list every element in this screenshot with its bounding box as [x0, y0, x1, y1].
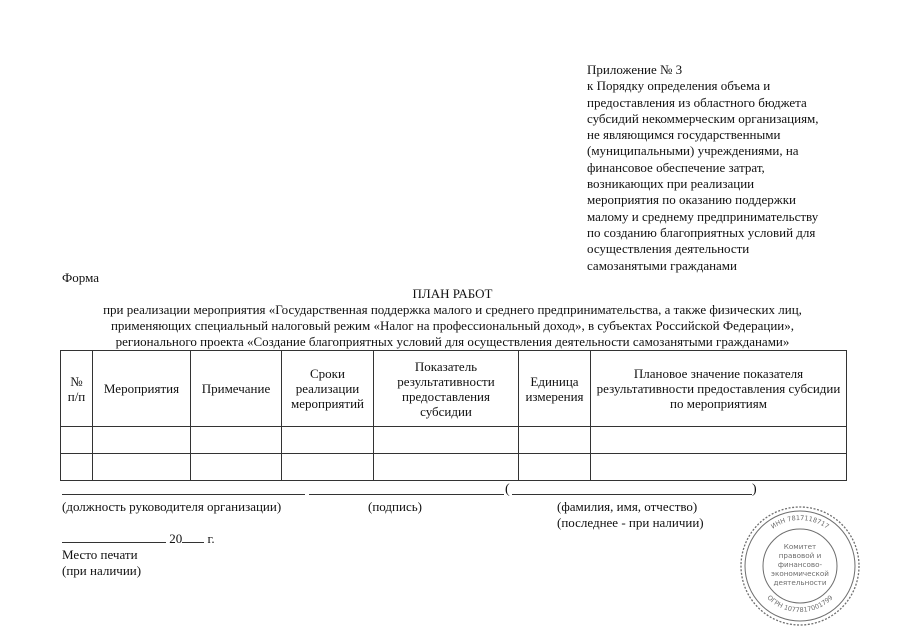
header-unit: Единица измерения — [519, 351, 591, 427]
table-cell — [374, 427, 519, 454]
date-field — [62, 531, 215, 547]
year-prefix: 20 — [169, 531, 183, 546]
appendix-block — [587, 62, 857, 274]
table-cell — [591, 454, 847, 481]
header-planned-value: Плановое значение показателя результативности предоставления субсидии по мероприятиям — [591, 351, 847, 427]
header-indicator: Показатель результативности предоставления субсидии — [374, 351, 519, 427]
date-blank — [62, 531, 166, 543]
year-suffix: г. — [207, 531, 215, 546]
table-cell — [61, 427, 93, 454]
position-signature-line — [62, 494, 305, 495]
title-line: при реализации мероприятия «Государственная поддержка малого и среднего предпринимательства, а также физических лиц, — [103, 302, 802, 317]
table-row — [61, 454, 847, 481]
seal-ogrn: ОГРН 1077817001799 — [765, 593, 835, 615]
table-cell — [282, 427, 374, 454]
year-blank — [182, 531, 204, 543]
appendix-line: к Порядку определения объема и — [587, 78, 771, 94]
appendix-line: осуществления деятельности — [587, 241, 750, 257]
stamp-place-label: Место печати — [62, 547, 138, 562]
title-line: регионального проекта «Создание благоприятных условий для осуществления деятельности самозанятыми гражданами» — [115, 334, 790, 349]
seal-text-line: Комитет — [783, 542, 817, 551]
paren-open: ( — [505, 482, 510, 497]
appendix-line: малому и среднему предпринимательству — [587, 208, 819, 224]
full-name-line — [512, 494, 752, 495]
table-cell — [282, 454, 374, 481]
seal-text-line: экономической — [771, 569, 829, 578]
header-note: Примечание — [191, 351, 282, 427]
appendix-line: не являющимся государственными — [587, 127, 781, 143]
full-name-label: (фамилия, имя, отчество) — [557, 499, 698, 514]
table-cell — [519, 454, 591, 481]
table-cell — [93, 427, 191, 454]
full-name-note: (последнее - при наличии) — [557, 515, 704, 530]
seal-text-line: правовой и — [778, 551, 822, 560]
appendix-line: самозанятыми гражданами — [587, 257, 737, 273]
appendix-line: возникающих при реализации — [587, 176, 755, 192]
appendix-line: предоставления из областного бюджета — [587, 94, 807, 110]
title-line: применяющих специальный налоговый режим «Налог на профессиональный доход», в субъектах Российской Федерации», — [110, 318, 795, 333]
table-cell — [374, 454, 519, 481]
appendix-line: (муниципальными) учреждениями, на — [587, 143, 799, 159]
header-number: № п/п — [61, 351, 93, 427]
table-cell — [519, 427, 591, 454]
signature-label: (подпись) — [368, 499, 422, 514]
stamp-place-note: (при наличии) — [62, 563, 142, 578]
table-cell — [61, 454, 93, 481]
header-activities: Мероприятия — [93, 351, 191, 427]
paren-close: ) — [752, 482, 757, 497]
appendix-line: по созданию благоприятных условий для — [587, 224, 816, 240]
signature-line — [309, 494, 504, 495]
table-header-row — [61, 351, 847, 427]
appendix-line: Приложение № 3 — [587, 62, 683, 77]
appendix-line: мероприятия по оказанию поддержки — [587, 192, 796, 208]
seal-text-line: деятельности — [773, 578, 827, 587]
appendix-line: субсидий некоммерческим организациям, — [587, 110, 819, 126]
table-cell — [93, 454, 191, 481]
table-cell — [591, 427, 847, 454]
title-heading: ПЛАН РАБОТ — [412, 286, 493, 301]
form-label: Форма — [62, 270, 99, 285]
seal-inn: ИНН 7817118717 — [769, 513, 831, 531]
organization-seal — [738, 504, 862, 628]
table-cell — [191, 454, 282, 481]
table-cell — [191, 427, 282, 454]
work-plan-table — [60, 350, 847, 481]
seal-text-line: финансово- — [777, 560, 823, 569]
document-title — [40, 286, 865, 350]
position-label: (должность руководителя организации) — [62, 499, 282, 514]
header-deadlines: Сроки реализации мероприятий — [282, 351, 374, 427]
table-row — [61, 427, 847, 454]
appendix-line: финансовое обеспечение затрат, — [587, 159, 765, 175]
